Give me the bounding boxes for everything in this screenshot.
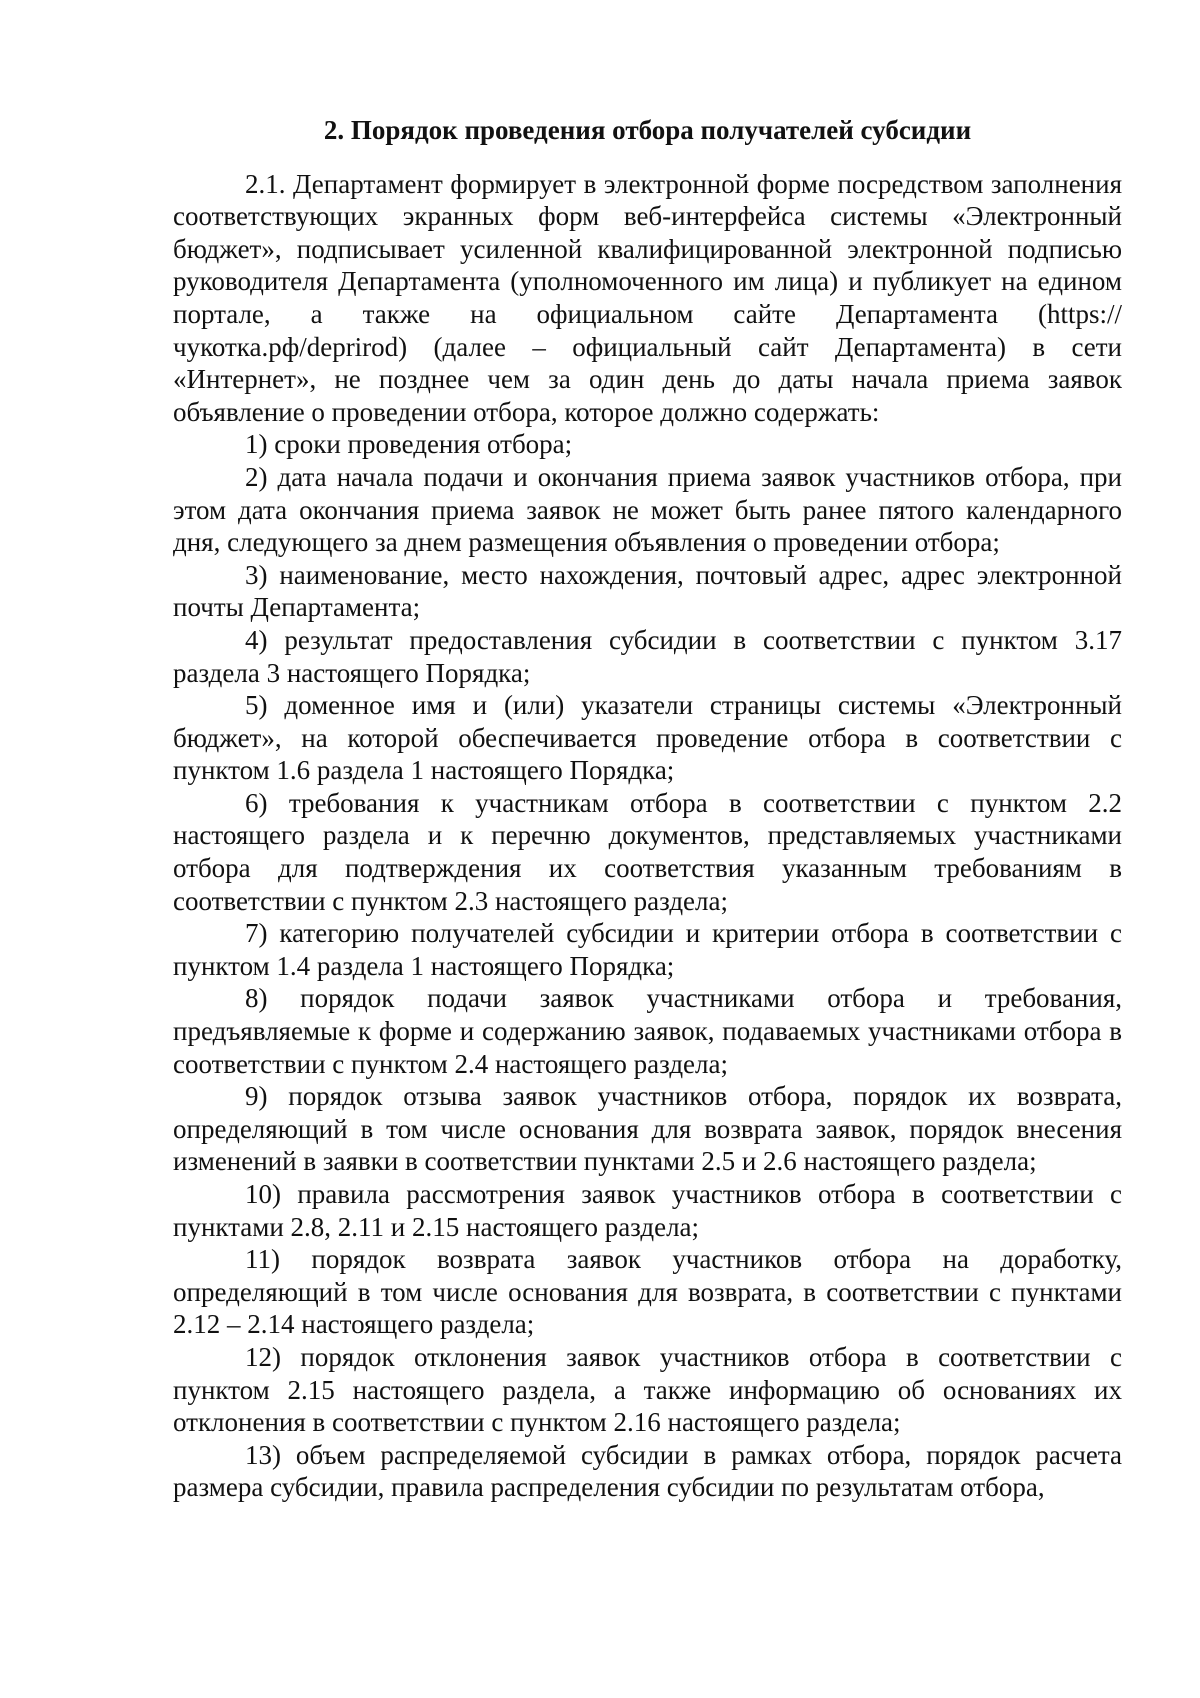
document-body [173,114,1122,1504]
paragraph-2-1: 2.1. Департамент формирует в электронной форме посредством заполнения соответствующих экранных форм веб-интерфейса системы «Электронный бюджет», подписывает усиленной квалифицированной электронной подписью руководителя Департамента (уполномоченного им лица) и публикует на едином портале, а также на официальном сайте Департамента (https://чукотка.рф/deprirod) (далее – официальный сайт Департамента) в сети «Интернет», не позднее чем за один день до даты начала приема заявок объявление о проведении отбора, которое должно содержать: [173,168,1122,427]
list-item-12: 12) порядок отклонения заявок участников отбора в соответствии с пунктом 2.15 настоящего раздела, а также информацию об основаниях их отклонения в соответствии с пунктом 2.16 настоящего раздела; [173,1341,1122,1438]
list-item-6: 6) требования к участникам отбора в соответствии с пунктом 2.2 настоящего раздела и к перечню документов, представляемых участниками отбора для подтверждения их соответствия указанным требованиям в соответствии с пунктом 2.3 настоящего раздела; [173,787,1122,916]
list-item-8: 8) порядок подачи заявок участниками отбора и требования, предъявляемые к форме и содержанию заявок, подаваемых участниками отбора в соответствии с пунктом 2.4 настоящего раздела; [173,983,1122,1079]
list-item-7: 7) категорию получателей субсидии и критерии отбора в соответствии с пунктом 1.4 раздела 1 настоящего Порядка; [173,918,1122,981]
list-item-3: 3) наименование, место нахождения, почтовый адрес, адрес электронной почты Департамента; [173,559,1122,623]
list-item-13: 13) объем распределяемой субсидии в рамках отбора, порядок расчета размера субсидии, правила распределения субсидии по результатам отбора, [173,1439,1122,1503]
section-heading: 2. Порядок проведения отбора получателей субсидии [323,115,972,145]
list-item-2: 2) дата начала подачи и окончания приема заявок участников отбора, при этом дата окончания приема заявок не может быть ранее пятого календарного дня, следующего за днем размещения объявления о проведении отбора; [173,461,1122,558]
list-item-4: 4) результат предоставления субсидии в соответствии с пунктом 3.17 раздела 3 настоящего Порядка; [173,624,1122,688]
list-item-5: 5) доменное имя и (или) указатели страницы системы «Электронный бюджет», на которой обеспечивается проведение отбора в соответствии с пунктом 1.6 раздела 1 настоящего Порядка; [173,690,1122,786]
list-item-11: 11) порядок возврата заявок участников отбора на доработку, определяющий в том числе основания для возврата, в соответствии с пунктами 2.12 – 2.14 настоящего раздела; [173,1244,1122,1340]
list-item-10: 10) правила рассмотрения заявок участников отбора в соответствии с пунктами 2.8, 2.11 и 2.15 настоящего раздела; [173,1179,1122,1242]
list-item-9: 9) порядок отзыва заявок участников отбора, порядок их возврата, определяющий в том числе основания для возврата заявок, порядок внесения изменений в заявки в соответствии пунктами 2.5 и 2.6 настоящего раздела; [173,1081,1122,1177]
list-item-1: 1) сроки проведения отбора; [245,429,573,460]
